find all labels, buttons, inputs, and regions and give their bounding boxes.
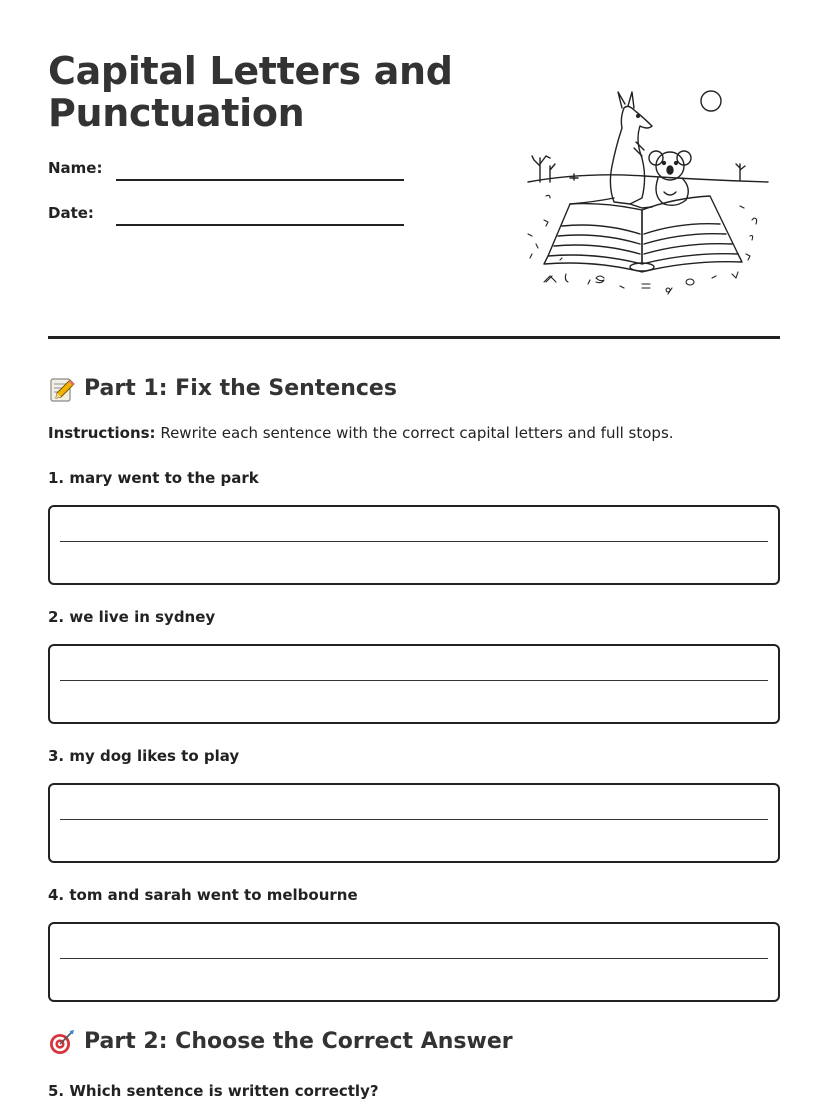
date-label: Date: [48,204,94,222]
instructions-text: Rewrite each sentence with the correct capital letters and full stops. [155,424,674,442]
answer-line [60,541,768,542]
answer-line [60,958,768,959]
part1-heading [48,375,397,403]
target-dart-icon [48,1028,76,1056]
question-4-answer-box[interactable] [48,922,780,1002]
part2-heading [48,1028,513,1056]
memo-pencil-icon [48,375,76,403]
name-label: Name: [48,159,103,177]
date-field[interactable] [48,204,408,228]
name-write-line[interactable] [116,179,404,181]
question-2-label: 2. we live in sydney [48,608,216,626]
instructions-label: Instructions: [48,424,156,442]
worksheet-title: Capital Letters and Punctuation [48,49,453,135]
date-write-line[interactable] [116,224,404,226]
kangaroo-koala-book-illustration [524,86,774,306]
answer-line [60,680,768,681]
question-2-answer-box[interactable] [48,644,780,724]
question-1-answer-box[interactable] [48,505,780,585]
question-3-label: 3. my dog likes to play [48,747,240,765]
question-3-answer-box[interactable] [48,783,780,863]
name-field[interactable] [48,159,408,183]
question-4-label: 4. tom and sarah went to melbourne [48,886,358,904]
question-5-label: 5. Which sentence is written correctly? [48,1082,379,1100]
part1-instructions [48,424,674,442]
worksheet-page [48,0,780,1118]
answer-line [60,819,768,820]
part1-heading-text: Part 1: Fix the Sentences [84,376,397,401]
header-divider [48,336,780,339]
part2-heading-text: Part 2: Choose the Correct Answer [84,1029,513,1054]
question-1-label: 1. mary went to the park [48,469,259,487]
